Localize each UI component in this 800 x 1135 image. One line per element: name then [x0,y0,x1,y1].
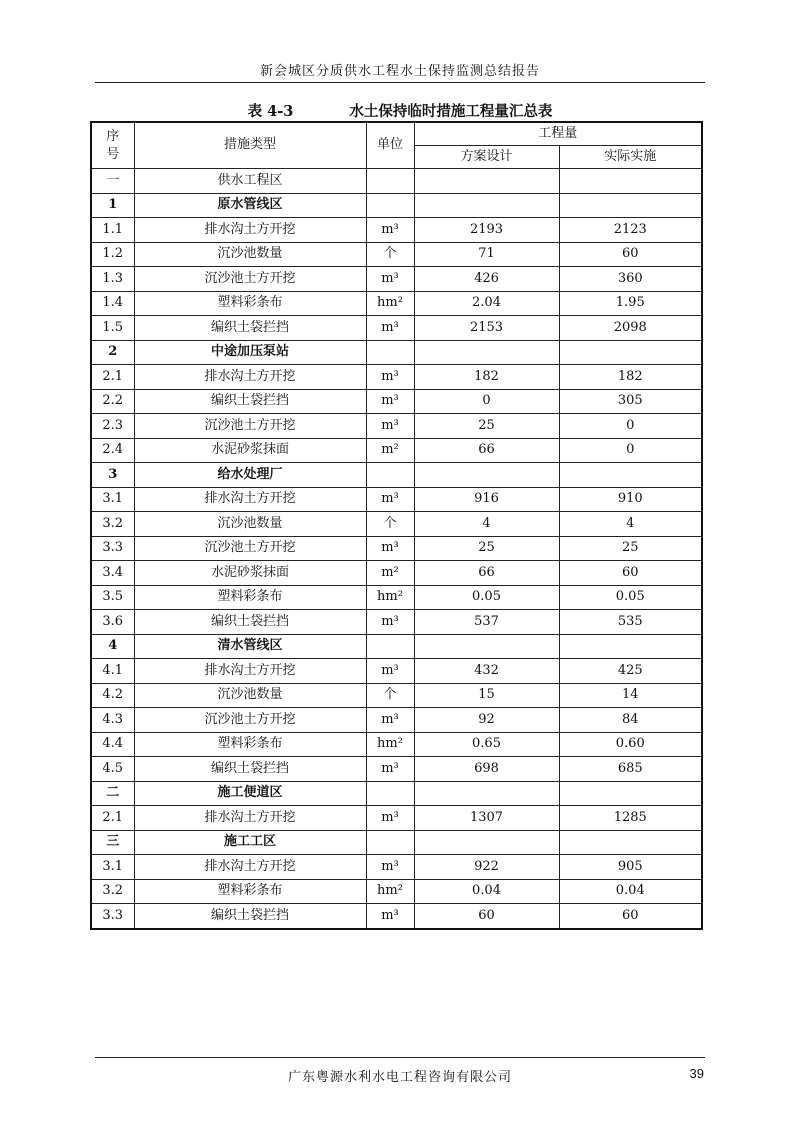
cell-design: 1307 [414,806,559,831]
cell-actual: 1.95 [559,291,702,316]
cell-design: 0.05 [414,585,559,610]
table-row [91,340,702,365]
table-row [91,806,702,831]
cell-actual [559,193,702,218]
cell-measure: 沉沙池土方开挖 [134,414,366,439]
cell-actual: 25 [559,536,702,561]
cell-actual: 910 [559,487,702,512]
cell-actual [559,830,702,855]
cell-seq: 4.1 [91,659,134,684]
table-row [91,659,702,684]
cell-actual: 0 [559,438,702,463]
cell-actual: 305 [559,389,702,414]
cell-design [414,193,559,218]
table-row [91,487,702,512]
cell-actual [559,634,702,659]
cell-design: 66 [414,438,559,463]
caption-title: 水土保持临时措施工程量汇总表 [349,103,553,120]
table-row [91,708,702,733]
table-row [91,904,702,929]
cell-measure: 清水管线区 [134,634,366,659]
cell-design: 92 [414,708,559,733]
cell-design [414,830,559,855]
cell-measure: 沉沙池土方开挖 [134,536,366,561]
cell-design: 922 [414,855,559,880]
cell-seq: 3.2 [91,512,134,537]
cell-unit: m³ [366,904,414,929]
table-row [91,830,702,855]
cell-measure: 编织土袋拦挡 [134,316,366,341]
cell-actual: 0.04 [559,879,702,904]
cell-actual: 1285 [559,806,702,831]
cell-measure: 施工工区 [134,830,366,855]
cell-measure: 塑料彩条布 [134,732,366,757]
cell-measure: 排水沟土方开挖 [134,855,366,880]
cell-measure: 沉沙池数量 [134,683,366,708]
table-row [91,267,702,292]
cell-unit: m³ [366,855,414,880]
cell-unit: m³ [366,487,414,512]
cell-seq: 3.3 [91,904,134,929]
table-row [91,316,702,341]
cell-seq: 一 [91,169,134,194]
table-row [91,389,702,414]
cell-unit: m³ [366,806,414,831]
cell-seq: 3.5 [91,585,134,610]
cell-measure: 塑料彩条布 [134,879,366,904]
cell-unit: m³ [366,610,414,635]
cell-seq: 4.3 [91,708,134,733]
table-row [91,536,702,561]
cell-actual: 685 [559,757,702,782]
cell-unit [366,781,414,806]
cell-design: 60 [414,904,559,929]
cell-seq: 二 [91,781,134,806]
cell-unit: m³ [366,414,414,439]
cell-unit [366,634,414,659]
table-row [91,855,702,880]
cell-design: 0.04 [414,879,559,904]
cell-design: 537 [414,610,559,635]
cell-design: 0 [414,389,559,414]
table-row [91,414,702,439]
cell-design [414,463,559,488]
table-row [91,781,702,806]
cell-measure: 水泥砂浆抹面 [134,438,366,463]
cell-seq: 4.5 [91,757,134,782]
cell-design: 432 [414,659,559,684]
cell-unit [366,463,414,488]
cell-actual: 0.05 [559,585,702,610]
cell-seq: 3.1 [91,487,134,512]
cell-actual: 535 [559,610,702,635]
cell-unit: m² [366,438,414,463]
cell-unit: 个 [366,242,414,267]
table-row [91,585,702,610]
cell-seq: 3.4 [91,561,134,586]
cell-measure: 中途加压泵站 [134,340,366,365]
cell-actual [559,463,702,488]
running-header: 新会城区分质供水工程水土保持监测总结报告 [259,64,540,79]
cell-design: 182 [414,365,559,390]
table-row [91,169,702,194]
caption-number: 表 4-3 [247,103,294,120]
cell-measure: 排水沟土方开挖 [134,487,366,512]
cell-actual [559,340,702,365]
cell-unit: hm² [366,585,414,610]
cell-measure: 编织土袋拦挡 [134,610,366,635]
cell-measure: 排水沟土方开挖 [134,218,366,243]
header-measure: 措施类型 [134,122,366,169]
cell-measure: 水泥砂浆抹面 [134,561,366,586]
cell-measure: 编织土袋拦挡 [134,389,366,414]
cell-design: 15 [414,683,559,708]
cell-seq: 3.1 [91,855,134,880]
cell-design: 25 [414,414,559,439]
cell-measure: 排水沟土方开挖 [134,365,366,390]
cell-unit [366,193,414,218]
cell-seq: 1.3 [91,267,134,292]
footer-rule [95,1057,705,1058]
cell-design: 916 [414,487,559,512]
table-caption [95,100,705,121]
cell-unit: m³ [366,218,414,243]
cell-design [414,340,559,365]
table-row [91,365,702,390]
cell-design: 71 [414,242,559,267]
cell-unit: hm² [366,879,414,904]
cell-measure: 沉沙池土方开挖 [134,267,366,292]
cell-unit: m³ [366,267,414,292]
cell-unit: hm² [366,732,414,757]
cell-actual: 0.60 [559,732,702,757]
cell-design: 2153 [414,316,559,341]
cell-seq: 2.2 [91,389,134,414]
table-row [91,561,702,586]
cell-design [414,781,559,806]
cell-unit: m³ [366,389,414,414]
header-unit: 单位 [366,122,414,169]
cell-design: 25 [414,536,559,561]
cell-measure: 排水沟土方开挖 [134,659,366,684]
cell-seq: 三 [91,830,134,855]
cell-actual: 4 [559,512,702,537]
cell-seq: 4 [91,634,134,659]
cell-seq: 4.4 [91,732,134,757]
cell-unit: m³ [366,316,414,341]
table-row [91,634,702,659]
cell-measure: 原水管线区 [134,193,366,218]
cell-design: 4 [414,512,559,537]
cell-unit: m³ [366,708,414,733]
cell-actual [559,169,702,194]
header-actual: 实际实施 [559,146,702,169]
cell-actual: 425 [559,659,702,684]
cell-measure: 塑料彩条布 [134,585,366,610]
cell-measure: 施工便道区 [134,781,366,806]
cell-unit: m³ [366,757,414,782]
cell-actual: 2098 [559,316,702,341]
measures-table [90,121,703,930]
cell-design: 426 [414,267,559,292]
company-footer: 广东粤源水利水电工程咨询有限公司 [287,1070,512,1085]
cell-seq: 1.4 [91,291,134,316]
cell-design [414,634,559,659]
cell-unit [366,340,414,365]
cell-unit: hm² [366,291,414,316]
table-row [91,242,702,267]
table-row [91,610,702,635]
cell-seq: 1.2 [91,242,134,267]
table-row [91,512,702,537]
cell-actual: 360 [559,267,702,292]
cell-seq: 2.4 [91,438,134,463]
cell-measure: 排水沟土方开挖 [134,806,366,831]
cell-design: 66 [414,561,559,586]
header-quantity: 工程量 [414,122,702,146]
cell-measure: 编织土袋拦挡 [134,757,366,782]
table-row [91,683,702,708]
cell-measure: 给水处理厂 [134,463,366,488]
header-rule [95,82,705,83]
cell-seq: 3.6 [91,610,134,635]
cell-seq: 3.3 [91,536,134,561]
cell-measure: 塑料彩条布 [134,291,366,316]
cell-actual: 60 [559,561,702,586]
cell-actual: 2123 [559,218,702,243]
table-row [91,291,702,316]
cell-seq: 3.2 [91,879,134,904]
cell-unit: 个 [366,683,414,708]
cell-measure: 沉沙池数量 [134,512,366,537]
cell-actual: 905 [559,855,702,880]
cell-seq: 4.2 [91,683,134,708]
cell-seq: 2.1 [91,806,134,831]
cell-seq: 1.5 [91,316,134,341]
cell-measure: 沉沙池土方开挖 [134,708,366,733]
cell-seq: 3 [91,463,134,488]
cell-unit [366,830,414,855]
cell-design: 2.04 [414,291,559,316]
cell-measure: 沉沙池数量 [134,242,366,267]
cell-actual [559,781,702,806]
table-row [91,438,702,463]
cell-design: 0.65 [414,732,559,757]
cell-unit: m³ [366,659,414,684]
header-seq: 序 号 [91,122,134,169]
cell-design: 698 [414,757,559,782]
header-design: 方案设计 [414,146,559,169]
cell-seq: 1.1 [91,218,134,243]
table-row [91,732,702,757]
cell-measure: 编织土袋拦挡 [134,904,366,929]
table-body [91,169,702,929]
cell-unit [366,169,414,194]
cell-actual: 60 [559,242,702,267]
cell-design [414,169,559,194]
cell-seq: 2.3 [91,414,134,439]
cell-unit: m³ [366,536,414,561]
cell-measure: 供水工程区 [134,169,366,194]
page-number: 39 [689,1066,704,1081]
table-row [91,463,702,488]
cell-design: 2193 [414,218,559,243]
cell-actual: 60 [559,904,702,929]
cell-seq: 2 [91,340,134,365]
cell-actual: 14 [559,683,702,708]
table-row [91,218,702,243]
cell-seq: 1 [91,193,134,218]
cell-unit: 个 [366,512,414,537]
cell-actual: 182 [559,365,702,390]
cell-unit: m² [366,561,414,586]
table-row [91,879,702,904]
cell-seq: 2.1 [91,365,134,390]
cell-unit: m³ [366,365,414,390]
table-row [91,193,702,218]
cell-actual: 84 [559,708,702,733]
cell-actual: 0 [559,414,702,439]
table-row [91,757,702,782]
